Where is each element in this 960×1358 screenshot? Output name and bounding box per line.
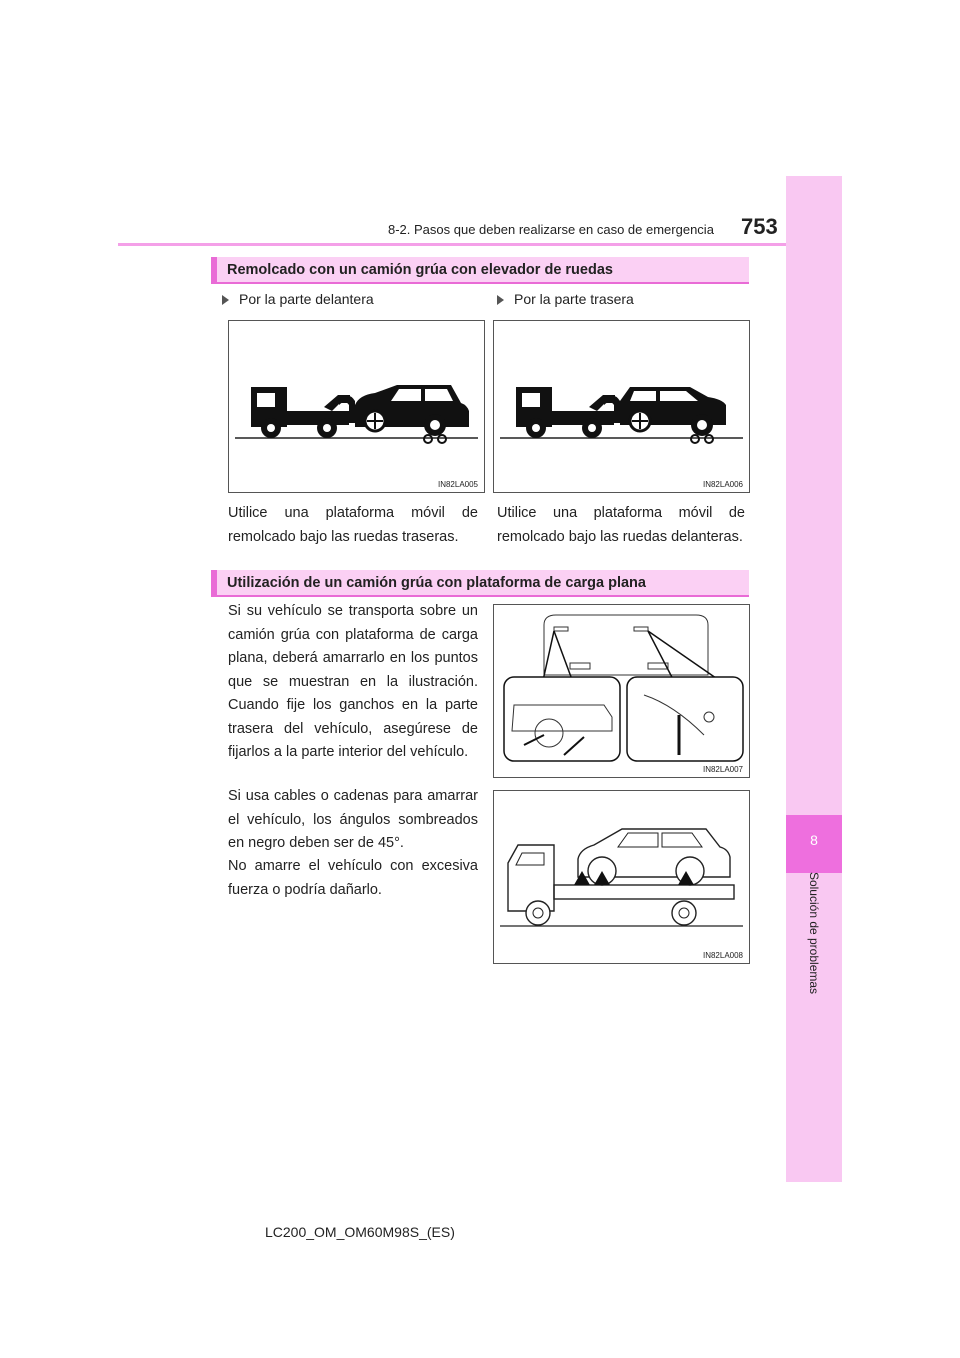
figure-code: IN82LA006 [702,480,743,489]
section-heading-text: Utilización de un camión grúa con plataforma de carga plana [227,575,646,591]
figure-code: IN82LA005 [437,480,478,489]
header-title: 8-2. Pasos que deben realizarse en caso de emergencia [388,222,714,237]
tow-truck-rear-illustration [494,321,749,492]
bullet-rear: Por la parte trasera [497,291,634,307]
figure-code: IN82LA007 [702,765,743,774]
rear-tow-description: Utilice una plataforma móvil de remolcado bajo las ruedas delanteras. [497,505,745,545]
section-heading-wheel-lift [211,257,749,284]
chapter-number: 8 [810,832,818,848]
figure-code: IN82LA008 [702,951,743,960]
figure-front-tow [228,320,485,493]
flatbed-paragraph-1: Si su vehículo se transporta sobre un camión grúa con plataforma de carga plana, deberá amarrarlo en los puntos que se muestran en la ilustración. Cuando fije los ganchos en la parte trasera del vehículo, asegúrese de fijarlos a la parte interior del vehículo. [228,603,478,760]
chapter-label: Solución de problemas [807,871,821,995]
flatbed-truck-illustration [494,791,749,963]
flatbed-paragraph-2: Si usa cables o cadenas para amarrar el vehículo, los ángulos sombreados en negro deben ser de 45°. [228,788,478,851]
section-heading-flatbed [211,570,749,597]
header-divider [118,243,786,246]
figure-flatbed-transport [493,790,750,964]
front-tow-description: Utilice una plataforma móvil de remolcado bajo las ruedas traseras. [228,505,478,545]
tow-truck-front-illustration [229,321,484,492]
chapter-side-tab [786,176,842,1182]
figure-tie-down-points [493,604,750,778]
document-id: LC200_OM_OM60M98S_(ES) [265,1224,455,1240]
bullet-triangle-icon [497,295,504,305]
page-number: 753 [741,214,778,239]
figure-rear-tow [493,320,750,493]
bullet-front: Por la parte delantera [222,291,374,307]
bullet-triangle-icon [222,295,229,305]
tie-down-points-illustration [494,605,749,777]
flatbed-paragraph-3: No amarre el vehículo con excesiva fuerza o podría dañarlo. [228,858,478,898]
section-heading-text: Remolcado con un camión grúa con elevador de ruedas [227,262,613,278]
